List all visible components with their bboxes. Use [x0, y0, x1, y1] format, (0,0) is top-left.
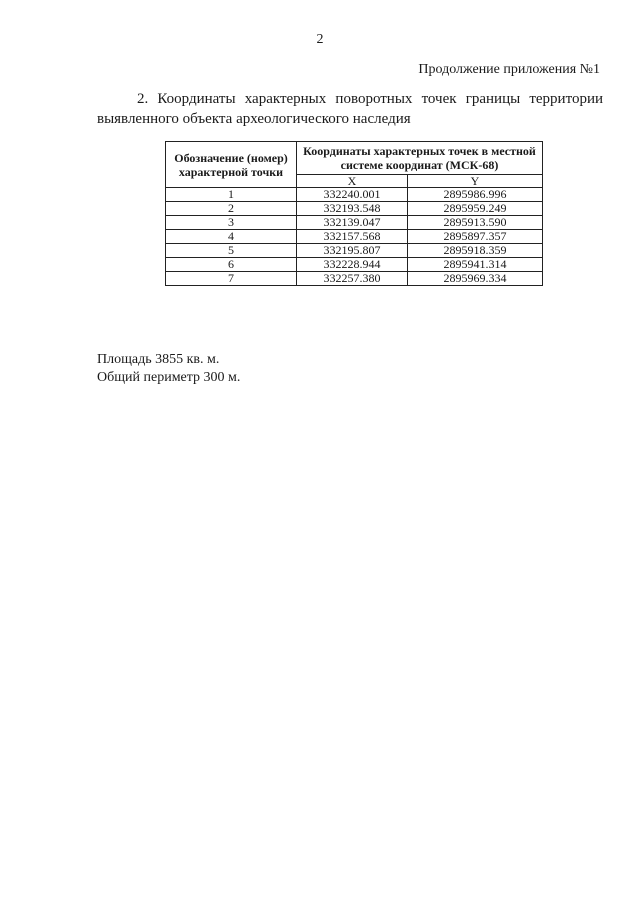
cell-x: 332240.001 — [297, 188, 408, 202]
cell-y: 2895897.357 — [408, 230, 543, 244]
cell-y: 2895918.359 — [408, 244, 543, 258]
perimeter-text: Общий периметр 300 м. — [97, 370, 241, 385]
cell-point: 4 — [166, 230, 297, 244]
section-heading: 2. Координаты характерных поворотных точек границы территории выявленного объекта археологического наследия — [97, 91, 603, 127]
table-row — [166, 258, 543, 272]
summary — [97, 351, 240, 387]
cell-point: 7 — [166, 272, 297, 286]
cell-point: 3 — [166, 216, 297, 230]
cell-x: 332157.568 — [297, 230, 408, 244]
cell-y: 2895913.590 — [408, 216, 543, 230]
header-x: X — [297, 175, 408, 188]
cell-x: 332257.380 — [297, 272, 408, 286]
appendix-note: Продолжение приложения №1 — [418, 62, 600, 77]
header-point: Обозначение (номер) характерной точки — [166, 142, 297, 188]
coordinates-table — [165, 141, 543, 286]
table-header-row — [166, 142, 543, 175]
cell-point: 1 — [166, 188, 297, 202]
cell-y: 2895986.996 — [408, 188, 543, 202]
table-row — [166, 188, 543, 202]
cell-point: 6 — [166, 258, 297, 272]
page-number: 2 — [316, 32, 324, 47]
table-body — [166, 188, 543, 286]
table-row — [166, 272, 543, 286]
cell-y: 2895969.334 — [408, 272, 543, 286]
table-row — [166, 216, 543, 230]
cell-x: 332195.807 — [297, 244, 408, 258]
table-row — [166, 202, 543, 216]
cell-x: 332139.047 — [297, 216, 408, 230]
cell-point: 2 — [166, 202, 297, 216]
table-row — [166, 230, 543, 244]
cell-point: 5 — [166, 244, 297, 258]
header-coords: Координаты характерных точек в местной системе координат (МСК-68) — [297, 142, 543, 175]
table-row — [166, 244, 543, 258]
cell-y: 2895959.249 — [408, 202, 543, 216]
cell-x: 332228.944 — [297, 258, 408, 272]
cell-y: 2895941.314 — [408, 258, 543, 272]
cell-x: 332193.548 — [297, 202, 408, 216]
area-text: Площадь 3855 кв. м. — [97, 352, 220, 367]
header-y: Y — [408, 175, 543, 188]
